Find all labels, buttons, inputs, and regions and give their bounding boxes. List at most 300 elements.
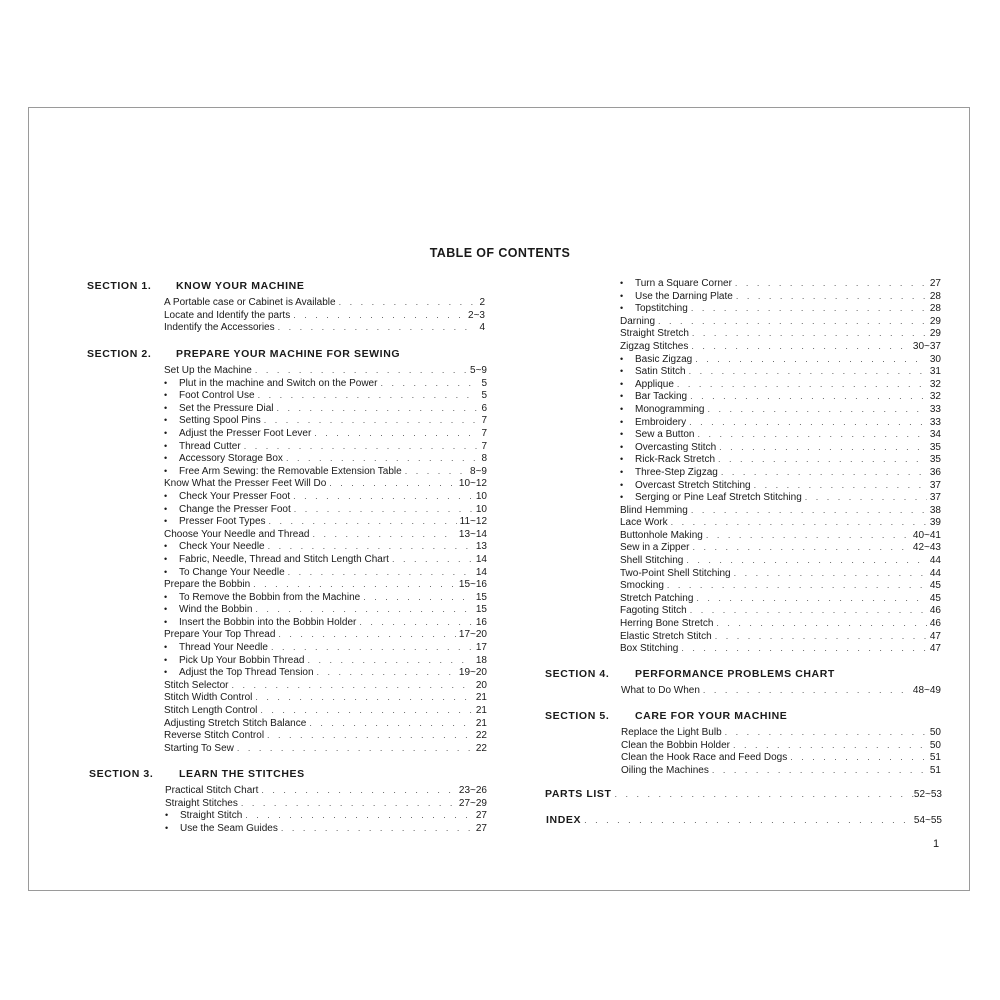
toc-entry-text: Shell Stitching — [620, 555, 684, 567]
toc-entry-text: Prepare the Bobbin — [164, 579, 251, 591]
toc-entry — [164, 729, 487, 742]
leader-dots — [692, 327, 927, 340]
parts-list-entry — [545, 788, 942, 800]
toc-entry-text: Box Stitching — [620, 643, 679, 655]
toc-entry-text: Fagoting Stitch — [620, 605, 687, 617]
toc-entry-page: 21 — [475, 717, 487, 729]
leader-dots — [314, 427, 478, 440]
section-3-continued-entries — [620, 277, 941, 655]
parts-list-label: PARTS LIST — [545, 788, 612, 800]
toc-entry-text: • Straight Stitch — [165, 809, 245, 823]
toc-entry-page: 27~29 — [458, 797, 487, 809]
toc-entry-text: What to Do When — [621, 685, 700, 696]
leader-dots — [309, 717, 473, 730]
toc-entry-page: 45 — [929, 592, 941, 604]
toc-entry-page: 11~12 — [459, 516, 487, 528]
leader-dots — [288, 566, 473, 579]
toc-entry — [164, 641, 487, 654]
leader-dots — [581, 815, 914, 825]
section-4-entries — [621, 684, 941, 697]
leader-dots — [278, 321, 477, 334]
toc-entry — [621, 726, 941, 739]
toc-entry-text: • To Remove the Bobbin from the Machine — [164, 591, 363, 605]
section-2-heading — [87, 348, 401, 360]
toc-entry-text: • Three-Step Zigzag — [620, 466, 721, 480]
toc-entry — [164, 540, 487, 553]
leader-dots — [317, 666, 456, 679]
leader-dots — [703, 684, 910, 697]
toc-entry — [164, 440, 487, 453]
toc-entry-text: Stretch Patching — [620, 592, 694, 604]
leader-dots — [277, 402, 479, 415]
toc-entry-text: Stitch Selector — [164, 679, 229, 691]
toc-entry-page: 19~20 — [458, 667, 487, 679]
toc-entry-text: • Serging or Pine Leaf Stretch Stitching — [620, 491, 805, 505]
toc-entry — [620, 617, 941, 630]
toc-entry-page: 47 — [929, 643, 941, 655]
leader-dots — [244, 440, 479, 453]
toc-entry — [621, 764, 941, 777]
leader-dots — [691, 504, 927, 517]
toc-entry — [620, 327, 941, 340]
leader-dots — [719, 441, 927, 454]
toc-entry-text: • Thread Your Needle — [164, 641, 271, 655]
leader-dots — [707, 403, 926, 416]
leader-dots — [671, 516, 927, 529]
toc-entry — [620, 529, 941, 542]
toc-entry — [164, 603, 487, 616]
leader-dots — [268, 540, 473, 553]
toc-entry — [620, 554, 941, 567]
toc-entry — [620, 642, 941, 655]
leader-dots — [697, 428, 926, 441]
leader-dots — [667, 579, 927, 592]
toc-entry — [620, 541, 941, 554]
toc-entry — [621, 684, 941, 697]
toc-entry-page: 42~43 — [912, 542, 941, 554]
toc-entry-text: • Plut in the machine and Switch on the Power — [164, 377, 380, 391]
toc-entry-page: 17 — [475, 642, 487, 654]
toc-entry — [620, 340, 941, 353]
toc-entry-page: 8~9 — [470, 465, 487, 477]
toc-entry-page: 22 — [475, 730, 487, 742]
toc-entry — [621, 739, 941, 752]
toc-entry-page: 32 — [929, 391, 941, 403]
toc-entry-text: • Check Your Presser Foot — [164, 490, 293, 504]
toc-entry-text: Oiling the Machines — [621, 764, 709, 776]
toc-entry-text: • Basic Zigzag — [620, 353, 695, 367]
toc-entry-text: Zigzag Stitches — [620, 340, 689, 352]
leader-dots — [696, 592, 927, 605]
toc-entry-page: 47 — [929, 630, 941, 642]
leader-dots — [689, 365, 927, 378]
toc-entry-text: • Insert the Bobbin into the Bobbin Holder — [164, 616, 359, 630]
toc-entry-text: • Set the Pressure Dial — [164, 402, 277, 416]
toc-entry-page: 21 — [475, 692, 487, 704]
leader-dots — [681, 642, 927, 655]
toc-entry-text: • Check Your Needle — [164, 540, 268, 554]
toc-entry-text: • Overcasting Stitch — [620, 441, 719, 455]
section-1-heading — [87, 280, 305, 292]
leader-dots — [255, 691, 473, 704]
leader-dots — [237, 742, 473, 755]
toc-entry-page: 29 — [929, 328, 941, 340]
leader-dots — [329, 477, 456, 490]
toc-entry — [165, 822, 487, 835]
toc-entry-page: 5~9 — [470, 365, 487, 376]
toc-entry-page: 35 — [929, 454, 941, 466]
toc-entry-text: • Adjust the Presser Foot Lever — [164, 427, 314, 441]
leader-dots — [286, 452, 479, 465]
toc-entry-text: • Turn a Square Corner — [620, 277, 735, 291]
toc-entry-text: • Rick-Rack Stretch — [620, 453, 718, 467]
toc-entry-text: Starting To Sew — [164, 742, 234, 754]
leader-dots — [294, 503, 473, 516]
toc-entry-page: 30~37 — [912, 340, 941, 352]
toc-entry-text: • Pick Up Your Bobbin Thread — [164, 654, 307, 668]
toc-entry-text: • To Change Your Needle — [164, 566, 288, 580]
toc-entry-page: 14 — [475, 566, 487, 578]
toc-entry-page: 17~20 — [458, 629, 487, 641]
toc-entry — [164, 452, 487, 465]
toc-entry-page: 4 — [479, 322, 485, 334]
toc-entry — [620, 353, 941, 366]
toc-entry-page: 14 — [475, 553, 487, 565]
section-1-entries — [164, 296, 485, 334]
leader-dots — [706, 529, 910, 542]
toc-entry-text: A Portable case or Cabinet is Available — [164, 297, 336, 308]
toc-entry-page: 32 — [929, 378, 941, 390]
index-label: INDEX — [546, 814, 582, 826]
leader-dots — [790, 751, 927, 764]
leader-dots — [293, 490, 473, 503]
leader-dots — [686, 554, 927, 567]
section-5-heading — [545, 710, 788, 722]
toc-entry — [164, 553, 487, 566]
section-label: SECTION 2. — [87, 348, 152, 360]
toc-entry-text: Blind Hemming — [620, 504, 688, 516]
toc-entry-text: • Adjust the Top Thread Tension — [164, 666, 317, 680]
toc-entry-text: • Free Arm Sewing: the Removable Extension Table — [164, 465, 405, 479]
toc-entry-page: 23~26 — [458, 785, 487, 796]
toc-entry-text: • Presser Foot Types — [164, 515, 269, 529]
toc-entry-page: 18 — [475, 654, 487, 666]
leader-dots — [260, 704, 472, 717]
leader-dots — [805, 491, 927, 504]
toc-entry — [164, 515, 487, 528]
toc-entry-text: Straight Stitches — [165, 797, 238, 809]
toc-entry-text: Lace Work — [620, 517, 668, 529]
leader-dots — [245, 809, 473, 822]
toc-entry-text: Know What the Presser Feet Will Do — [164, 478, 327, 490]
toc-entry — [620, 504, 941, 517]
toc-entry — [164, 616, 487, 629]
toc-entry-text: Herring Bone Stretch — [620, 618, 714, 630]
toc-entry — [620, 491, 941, 504]
toc-entry-page: 35 — [929, 441, 941, 453]
toc-entry — [620, 315, 941, 328]
section-2-entries — [164, 364, 487, 754]
toc-entry-page: 39 — [929, 517, 941, 529]
toc-entry-page: 46 — [929, 618, 941, 630]
toc-entry — [164, 296, 485, 309]
toc-entry — [620, 441, 941, 454]
toc-entry — [620, 365, 941, 378]
leader-dots — [339, 296, 477, 309]
toc-entry-page: 5 — [481, 390, 487, 402]
toc-entry-text: Clean the Hook Race and Feed Dogs — [621, 752, 788, 764]
leader-dots — [689, 416, 927, 429]
leader-dots — [312, 528, 455, 541]
toc-entry-page: 15 — [475, 604, 487, 616]
leader-dots — [677, 378, 927, 391]
toc-entry — [164, 427, 487, 440]
leader-dots — [715, 630, 927, 643]
toc-entry-text: Replace the Light Bulb — [621, 727, 722, 738]
toc-entry-page: 22 — [475, 742, 487, 754]
toc-entry-text: Two-Point Shell Stitching — [620, 567, 731, 579]
toc-entry-page: 7 — [481, 440, 487, 452]
leader-dots — [258, 389, 479, 402]
toc-entry — [164, 364, 487, 377]
toc-entry — [164, 477, 487, 490]
toc-entry-page: 44 — [929, 567, 941, 579]
toc-entry — [164, 490, 487, 503]
section-label: SECTION 5. — [545, 710, 610, 722]
toc-entry — [164, 377, 487, 390]
leader-dots — [253, 578, 456, 591]
toc-entry-page: 27 — [475, 822, 487, 834]
toc-entry — [620, 403, 941, 416]
leader-dots — [307, 654, 472, 667]
toc-entry-page: 36 — [929, 466, 941, 478]
leader-dots — [736, 290, 927, 303]
toc-entry-text: • Use the Seam Guides — [165, 822, 281, 836]
toc-entry — [164, 321, 485, 334]
toc-entry-text: Clean the Bobbin Holder — [621, 739, 730, 751]
toc-entry-page: 33 — [929, 416, 941, 428]
leader-dots — [733, 739, 927, 752]
toc-entry — [164, 691, 487, 704]
leader-dots — [658, 315, 927, 328]
leader-dots — [735, 277, 927, 290]
toc-entry-page: 15~16 — [458, 579, 487, 591]
toc-entry-page: 2 — [479, 297, 485, 308]
toc-entry-text: • Bar Tacking — [620, 390, 690, 404]
leader-dots — [695, 353, 927, 366]
section-label: SECTION 4. — [545, 668, 610, 680]
page-number: 1 — [933, 838, 940, 850]
toc-entry — [620, 466, 941, 479]
toc-entry — [164, 704, 487, 717]
toc-entry — [165, 784, 487, 797]
toc-entry-text: Reverse Stitch Control — [164, 730, 265, 742]
toc-entry-text: • Applique — [620, 378, 677, 392]
toc-entry — [164, 742, 487, 755]
toc-entry-page: 13~14 — [458, 528, 487, 540]
section-title: CARE FOR YOUR MACHINE — [635, 710, 788, 722]
toc-entry-page: 33 — [929, 403, 941, 415]
toc-entry-text: • Monogramming — [620, 403, 707, 417]
leader-dots — [264, 414, 479, 427]
toc-entry-page: 31 — [929, 366, 941, 378]
toc-entry-text: • Topstitching — [620, 302, 691, 316]
toc-entry-text: • Overcast Stretch Stitching — [620, 479, 754, 493]
toc-entry — [620, 567, 941, 580]
toc-entry-text: Stitch Length Control — [164, 705, 258, 717]
leader-dots — [712, 764, 927, 777]
toc-entry — [164, 654, 487, 667]
leader-dots — [359, 616, 473, 629]
toc-entry-text: Sew in a Zipper — [620, 542, 690, 554]
toc-entry — [620, 428, 941, 441]
section-title: KNOW YOUR MACHINE — [176, 280, 305, 292]
section-4-heading — [545, 668, 835, 680]
toc-entry-text: Practical Stitch Chart — [165, 785, 259, 796]
toc-entry — [621, 751, 941, 764]
toc-entry-text: Choose Your Needle and Thread — [164, 528, 310, 540]
toc-entry-page: 6 — [481, 402, 487, 414]
leader-dots — [405, 465, 467, 478]
section-5-entries — [621, 726, 941, 776]
leader-dots — [734, 567, 927, 580]
toc-entry-page: 10 — [475, 490, 487, 502]
leader-dots — [690, 604, 927, 617]
toc-entry-page: 45 — [929, 580, 941, 592]
toc-entry-page: 44 — [929, 555, 941, 567]
toc-entry — [164, 389, 487, 402]
toc-entry-page: 28 — [929, 290, 941, 302]
toc-entry-text: Elastic Stretch Stitch — [620, 630, 712, 642]
toc-entry — [620, 277, 941, 290]
toc-entry-page: 50 — [929, 727, 941, 738]
toc-entry-text: • Sew a Button — [620, 428, 697, 442]
toc-entry-page: 51 — [929, 764, 941, 776]
toc-entry — [620, 453, 941, 466]
toc-entry — [164, 666, 487, 679]
index-page: 54~55 — [913, 815, 942, 826]
leader-dots — [692, 541, 909, 554]
toc-entry-page: 10 — [475, 503, 487, 515]
toc-entry — [165, 797, 487, 810]
toc-entry-page: 15 — [475, 591, 487, 603]
leader-dots — [611, 789, 913, 799]
toc-entry-page: 30 — [929, 353, 941, 365]
toc-entry — [620, 516, 941, 529]
toc-entry-text: • Setting Spool Pins — [164, 414, 264, 428]
toc-entry-text: • Change the Presser Foot — [164, 503, 294, 517]
parts-list-page: 52~53 — [913, 789, 942, 800]
toc-entry — [164, 309, 485, 322]
toc-entry-text: • Embroidery — [620, 416, 689, 430]
toc-entry — [620, 479, 941, 492]
toc-entry-text: Locate and Identify the parts — [164, 309, 291, 321]
toc-entry — [164, 578, 487, 591]
toc-entry-page: 8 — [481, 453, 487, 465]
toc-entry-page: 27 — [929, 278, 941, 289]
leader-dots — [690, 390, 927, 403]
toc-entry — [164, 414, 487, 427]
toc-entry-page: 37 — [929, 479, 941, 491]
toc-entry-page: 34 — [929, 429, 941, 441]
toc-entry-text: Smocking — [620, 580, 664, 592]
section-3-heading — [89, 768, 305, 780]
leader-dots — [231, 679, 472, 692]
toc-entry-page: 2~3 — [468, 309, 485, 321]
leader-dots — [721, 466, 927, 479]
toc-entry-text: • Foot Control Use — [164, 389, 258, 403]
toc-entry-page: 37 — [929, 492, 941, 504]
toc-entry — [164, 679, 487, 692]
toc-entry-page: 46 — [929, 605, 941, 617]
toc-entry-page: 29 — [929, 315, 941, 327]
toc-entry-text: • Thread Cutter — [164, 440, 244, 454]
leader-dots — [261, 784, 456, 797]
toc-entry-text: • Satin Stitch — [620, 365, 689, 379]
toc-entry-text: • Use the Darning Plate — [620, 290, 736, 304]
toc-entry — [164, 628, 487, 641]
leader-dots — [241, 797, 456, 810]
section-title: PREPARE YOUR MACHINE FOR SEWING — [176, 348, 401, 360]
toc-entry-page: 48~49 — [912, 685, 941, 696]
section-title: PERFORMANCE PROBLEMS CHART — [635, 668, 835, 680]
toc-entry — [620, 302, 941, 315]
index-entry — [546, 814, 942, 826]
toc-entry — [164, 402, 487, 415]
toc-entry — [620, 416, 941, 429]
toc-entry-text: Darning — [620, 315, 656, 327]
toc-entry — [620, 630, 941, 643]
leader-dots — [380, 377, 478, 390]
leader-dots — [716, 617, 926, 630]
leader-dots — [281, 822, 473, 835]
toc-entry-page: 28 — [929, 303, 941, 315]
leader-dots — [725, 726, 927, 739]
toc-entry-page: 51 — [929, 752, 941, 764]
leader-dots — [267, 729, 473, 742]
leader-dots — [363, 591, 473, 604]
leader-dots — [271, 641, 473, 654]
section-label: SECTION 3. — [89, 768, 154, 780]
toc-entry-text: • Wind the Bobbin — [164, 603, 255, 617]
toc-entry — [165, 809, 487, 822]
leader-dots — [691, 302, 927, 315]
toc-entry-text: Buttonhole Making — [620, 529, 703, 541]
leader-dots — [691, 340, 910, 353]
toc-entry-page: 7 — [481, 427, 487, 439]
toc-entry — [164, 503, 487, 516]
toc-entry — [164, 591, 487, 604]
leader-dots — [255, 603, 472, 616]
toc-entry-page: 5 — [481, 377, 487, 389]
toc-entry-page: 13 — [475, 541, 487, 553]
leader-dots — [754, 479, 927, 492]
toc-entry-text: Prepare Your Top Thread — [164, 629, 276, 641]
toc-entry — [620, 579, 941, 592]
leader-dots — [269, 515, 457, 528]
toc-entry — [620, 390, 941, 403]
toc-entry-text: Adjusting Stretch Stitch Balance — [164, 717, 307, 729]
leader-dots — [718, 453, 927, 466]
leader-dots — [293, 309, 465, 322]
section-title: LEARN THE STITCHES — [179, 768, 305, 780]
toc-entry-page: 38 — [929, 504, 941, 516]
toc-entry-page: 21 — [475, 705, 487, 717]
toc-entry — [164, 528, 487, 541]
toc-entry — [620, 290, 941, 303]
toc-entry — [164, 717, 487, 730]
toc-entry — [620, 592, 941, 605]
